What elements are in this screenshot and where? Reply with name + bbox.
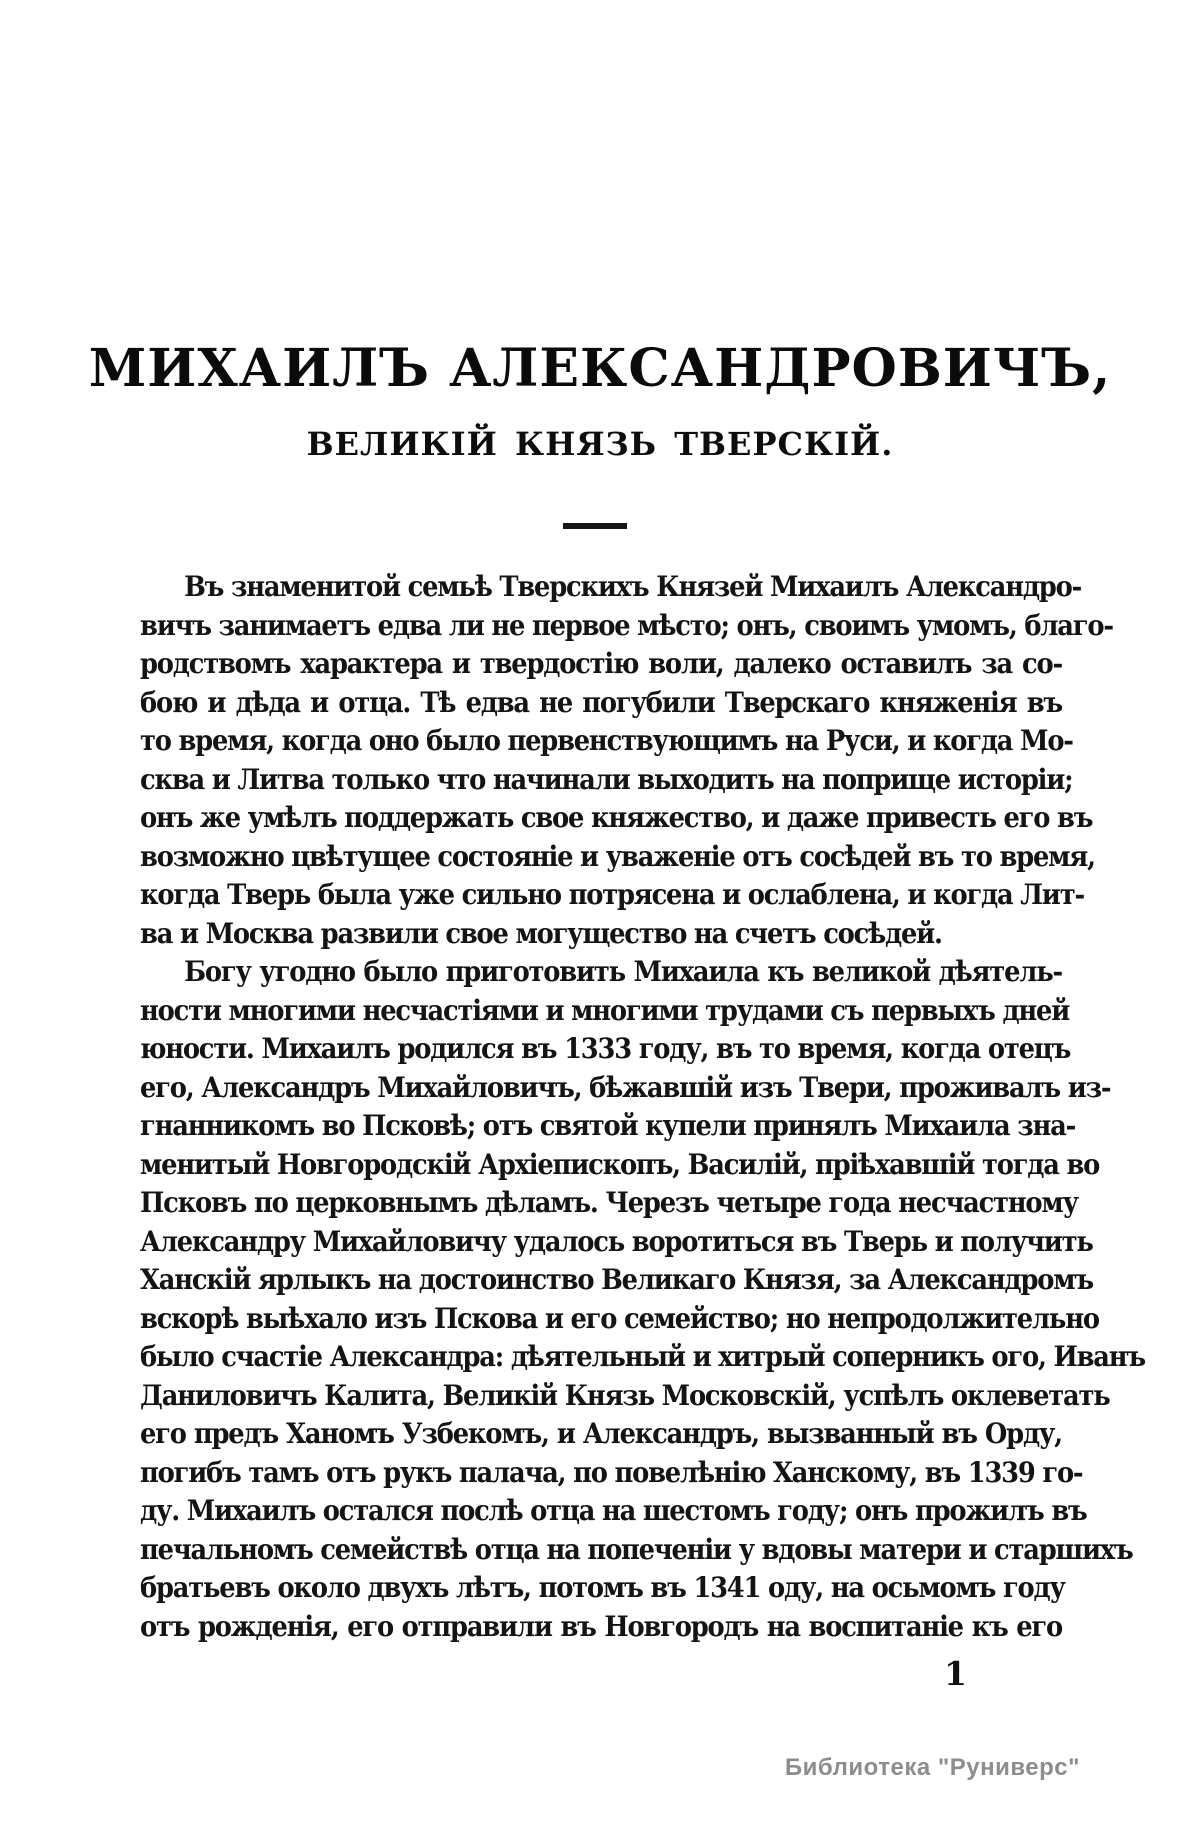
body-text: [140, 568, 1145, 1646]
text-line: ности многими несчастіями и многими трудами съ первыхъ дней: [140, 993, 1070, 1027]
text-line: вичъ занимаетъ едва ли не первое мѣсто; онъ, своимъ умомъ, благо-: [140, 608, 1113, 642]
text-line: отъ рожденія, его отправили въ Новгородъ на воспитаніе къ его: [140, 1609, 1062, 1643]
page-number: 1: [944, 1654, 967, 1693]
text-line: Въ знаменитой семьѣ Тверскихъ Князей Михаилъ Александро-: [184, 570, 1082, 603]
text-line: онъ же умѣлъ поддержать свое княжество, и даже привесть его въ: [140, 801, 1093, 834]
text-line: Богу угодно было приготовить Михаила къ великой дѣятель-: [184, 955, 1062, 988]
text-line: его предъ Ханомъ Узбекомъ, и Александръ, вызванный въ Орду,: [140, 1417, 1062, 1450]
text-line: Даниловичъ Калита, Великій Князь Московскій, успѣлъ оклеветать: [140, 1378, 1110, 1412]
text-line: вскорѣ выѣхало изъ Пскова и его семейство; но непродолжительно: [140, 1301, 1099, 1335]
text-line: гнанникомъ во Псковѣ; отъ святой купели принялъ Михаила зна-: [140, 1109, 1076, 1142]
text-line: было счастіе Александра: дѣятельный и хитрый соперникъ ого, Иванъ: [140, 1340, 1145, 1373]
text-line: родствомъ характера и твердостію воли, далеко оставилъ за со-: [140, 647, 1062, 680]
text-line: ду. Михаилъ остался послѣ отца на шестомъ году; онъ прожилъ въ: [140, 1494, 1087, 1527]
library-watermark: Библиотека "Руниверс": [784, 1754, 1080, 1781]
text-line: когда Тверь была уже сильно потрясена и ослаблена, и когда Лит-: [140, 878, 1084, 911]
text-line: ва и Москва развили свое могущество на счетъ сосѣдей.: [140, 916, 942, 950]
text-line: бою и дѣда и отца. Тѣ едва не погубили Тверскаго княженія въ: [140, 685, 1062, 719]
text-line: печальномъ семействѣ отца на попеченіи у вдовы матери и старшихъ: [140, 1532, 1133, 1566]
text-line: то время, когда оно было первенствующимъ на Руси, и когда Мо-: [140, 724, 1073, 757]
section-divider-rule: [563, 523, 627, 529]
text-line: Псковъ по церковнымъ дѣламъ. Черезъ четыре года несчастному: [140, 1186, 1078, 1219]
chapter-title: МИХАИЛЪ АЛЕКСАНДРОВИЧЪ,: [88, 338, 1112, 399]
text-line: сква и Литва только что начинали выходить на поприще исторіи;: [140, 762, 1073, 796]
text-line: погибъ тамъ отъ рукъ палача, по повелѣнію Ханскому, въ 1339 го-: [140, 1455, 1083, 1489]
chapter-subtitle: ВЕЛИКІЙ КНЯЗЬ ТВЕРСКІЙ.: [306, 425, 894, 463]
text-line: Александру Михайловичу удалось воротиться въ Тверь и получить: [140, 1224, 1093, 1258]
text-line: возможно цвѣтущее состояніе и уваженіе отъ сосѣдей въ то время,: [140, 839, 1095, 873]
text-line: юности. Михаилъ родился въ 1333 году, въ то время, когда отецъ: [140, 1032, 1071, 1065]
text-line: его, Александръ Михайловичъ, бѣжавшій изъ Твери, проживалъ из-: [140, 1070, 1111, 1104]
text-line: Ханскій ярлыкъ на достоинство Великаго Князя, за Александромъ: [140, 1263, 1093, 1296]
text-line: братьевъ около двухъ лѣтъ, потомъ въ 1341 оду, на осьмомъ году: [140, 1571, 1065, 1604]
text-line: менитый Новгородскій Архіепископъ, Василій, пріѣхавшій тогда во: [140, 1147, 1100, 1181]
